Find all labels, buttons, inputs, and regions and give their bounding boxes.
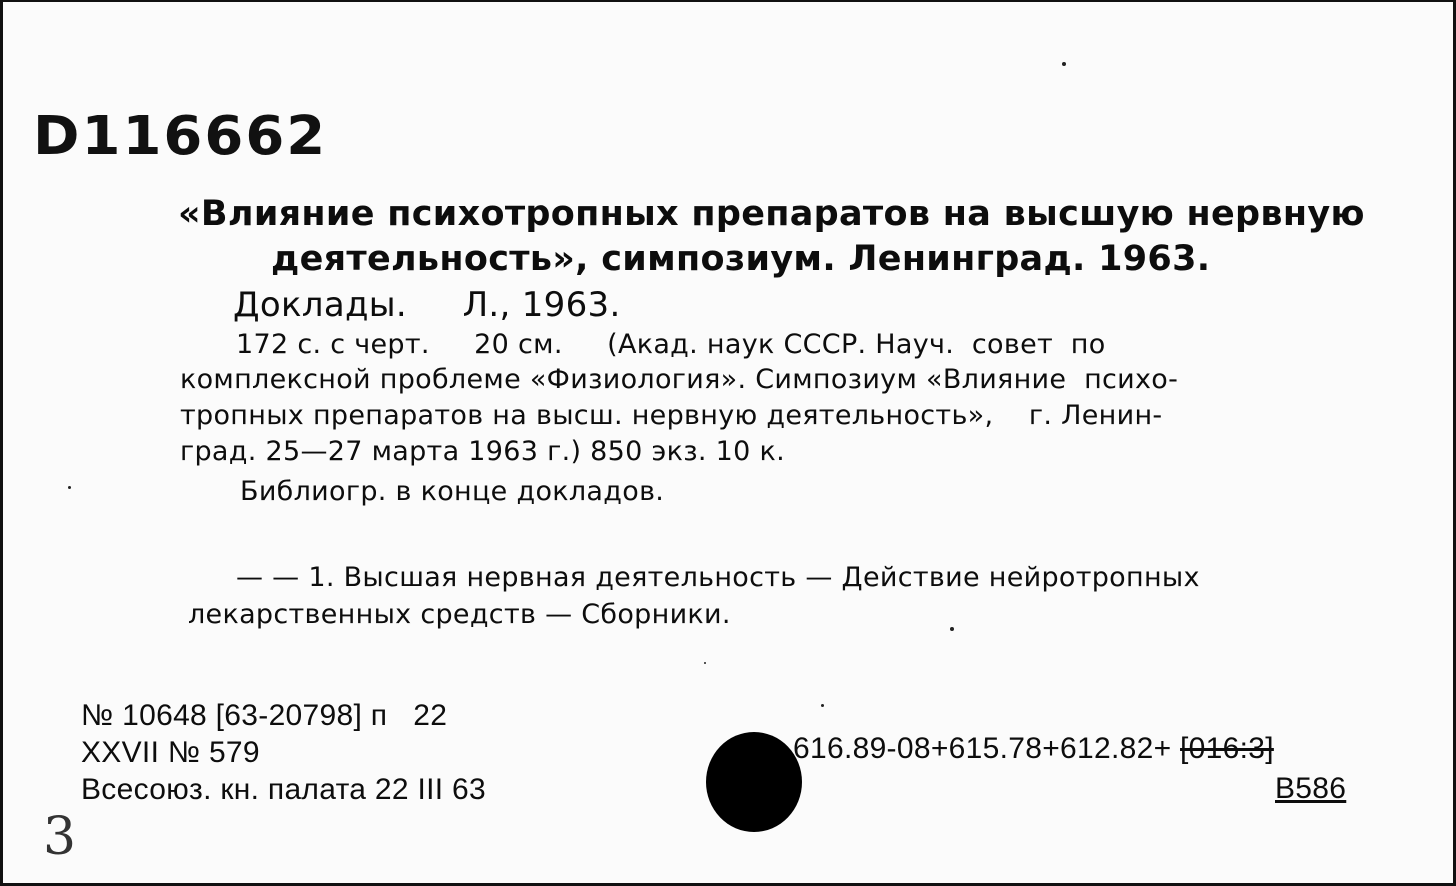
shelf-mark: B586 — [1275, 772, 1347, 805]
title-line-1: «Влияние психотропных препаратов на высшую нервную — [178, 194, 1365, 234]
registration-number: № 10648 [63-20798] п 22 — [81, 699, 448, 732]
description-line-4: град. 25—27 марта 1963 г.) 850 экз. 10 к. — [180, 436, 785, 467]
dust-speck — [1062, 62, 1066, 66]
dust-speck — [68, 486, 71, 489]
subject-heading-line-1: — — 1. Высшая нервная деятельность — Действие нейротропных — [236, 562, 1200, 593]
udc-classification — [793, 732, 1274, 766]
handwritten-number: 3 — [43, 807, 77, 867]
dust-speck — [950, 627, 954, 631]
publication-line: Доклады. Л., 1963. — [233, 285, 621, 325]
description-line-3: тропных препаратов на высш. нервную деятельность», г. Ленин- — [180, 400, 1163, 431]
chamber-stamp: Всесоюз. кн. палата 22 III 63 — [81, 773, 486, 806]
udc-struck-code: [016:3] — [1180, 732, 1274, 765]
udc-main: 616.89-08+615.78+612.82+ — [793, 732, 1181, 765]
dust-speck — [704, 662, 706, 664]
subject-heading-line-2: лекарственных средств — Сборники. — [188, 599, 731, 630]
handwritten-catalog-code: D116662 — [33, 105, 328, 168]
description-line-2: комплексной проблеме «Физиология». Симпозиум «Влияние психо- — [180, 364, 1179, 395]
punch-hole — [706, 732, 802, 832]
dust-speck — [821, 704, 824, 707]
title-line-2: деятельность», симпозиум. Ленинград. 1963. — [271, 239, 1211, 279]
bibliography-note: Библиогр. в конце докладов. — [240, 476, 665, 507]
description-line-1: 172 с. с черт. 20 см. (Акад. наук СССР. Науч. совет по — [236, 329, 1106, 360]
volume-number: XXVII № 579 — [81, 736, 260, 769]
